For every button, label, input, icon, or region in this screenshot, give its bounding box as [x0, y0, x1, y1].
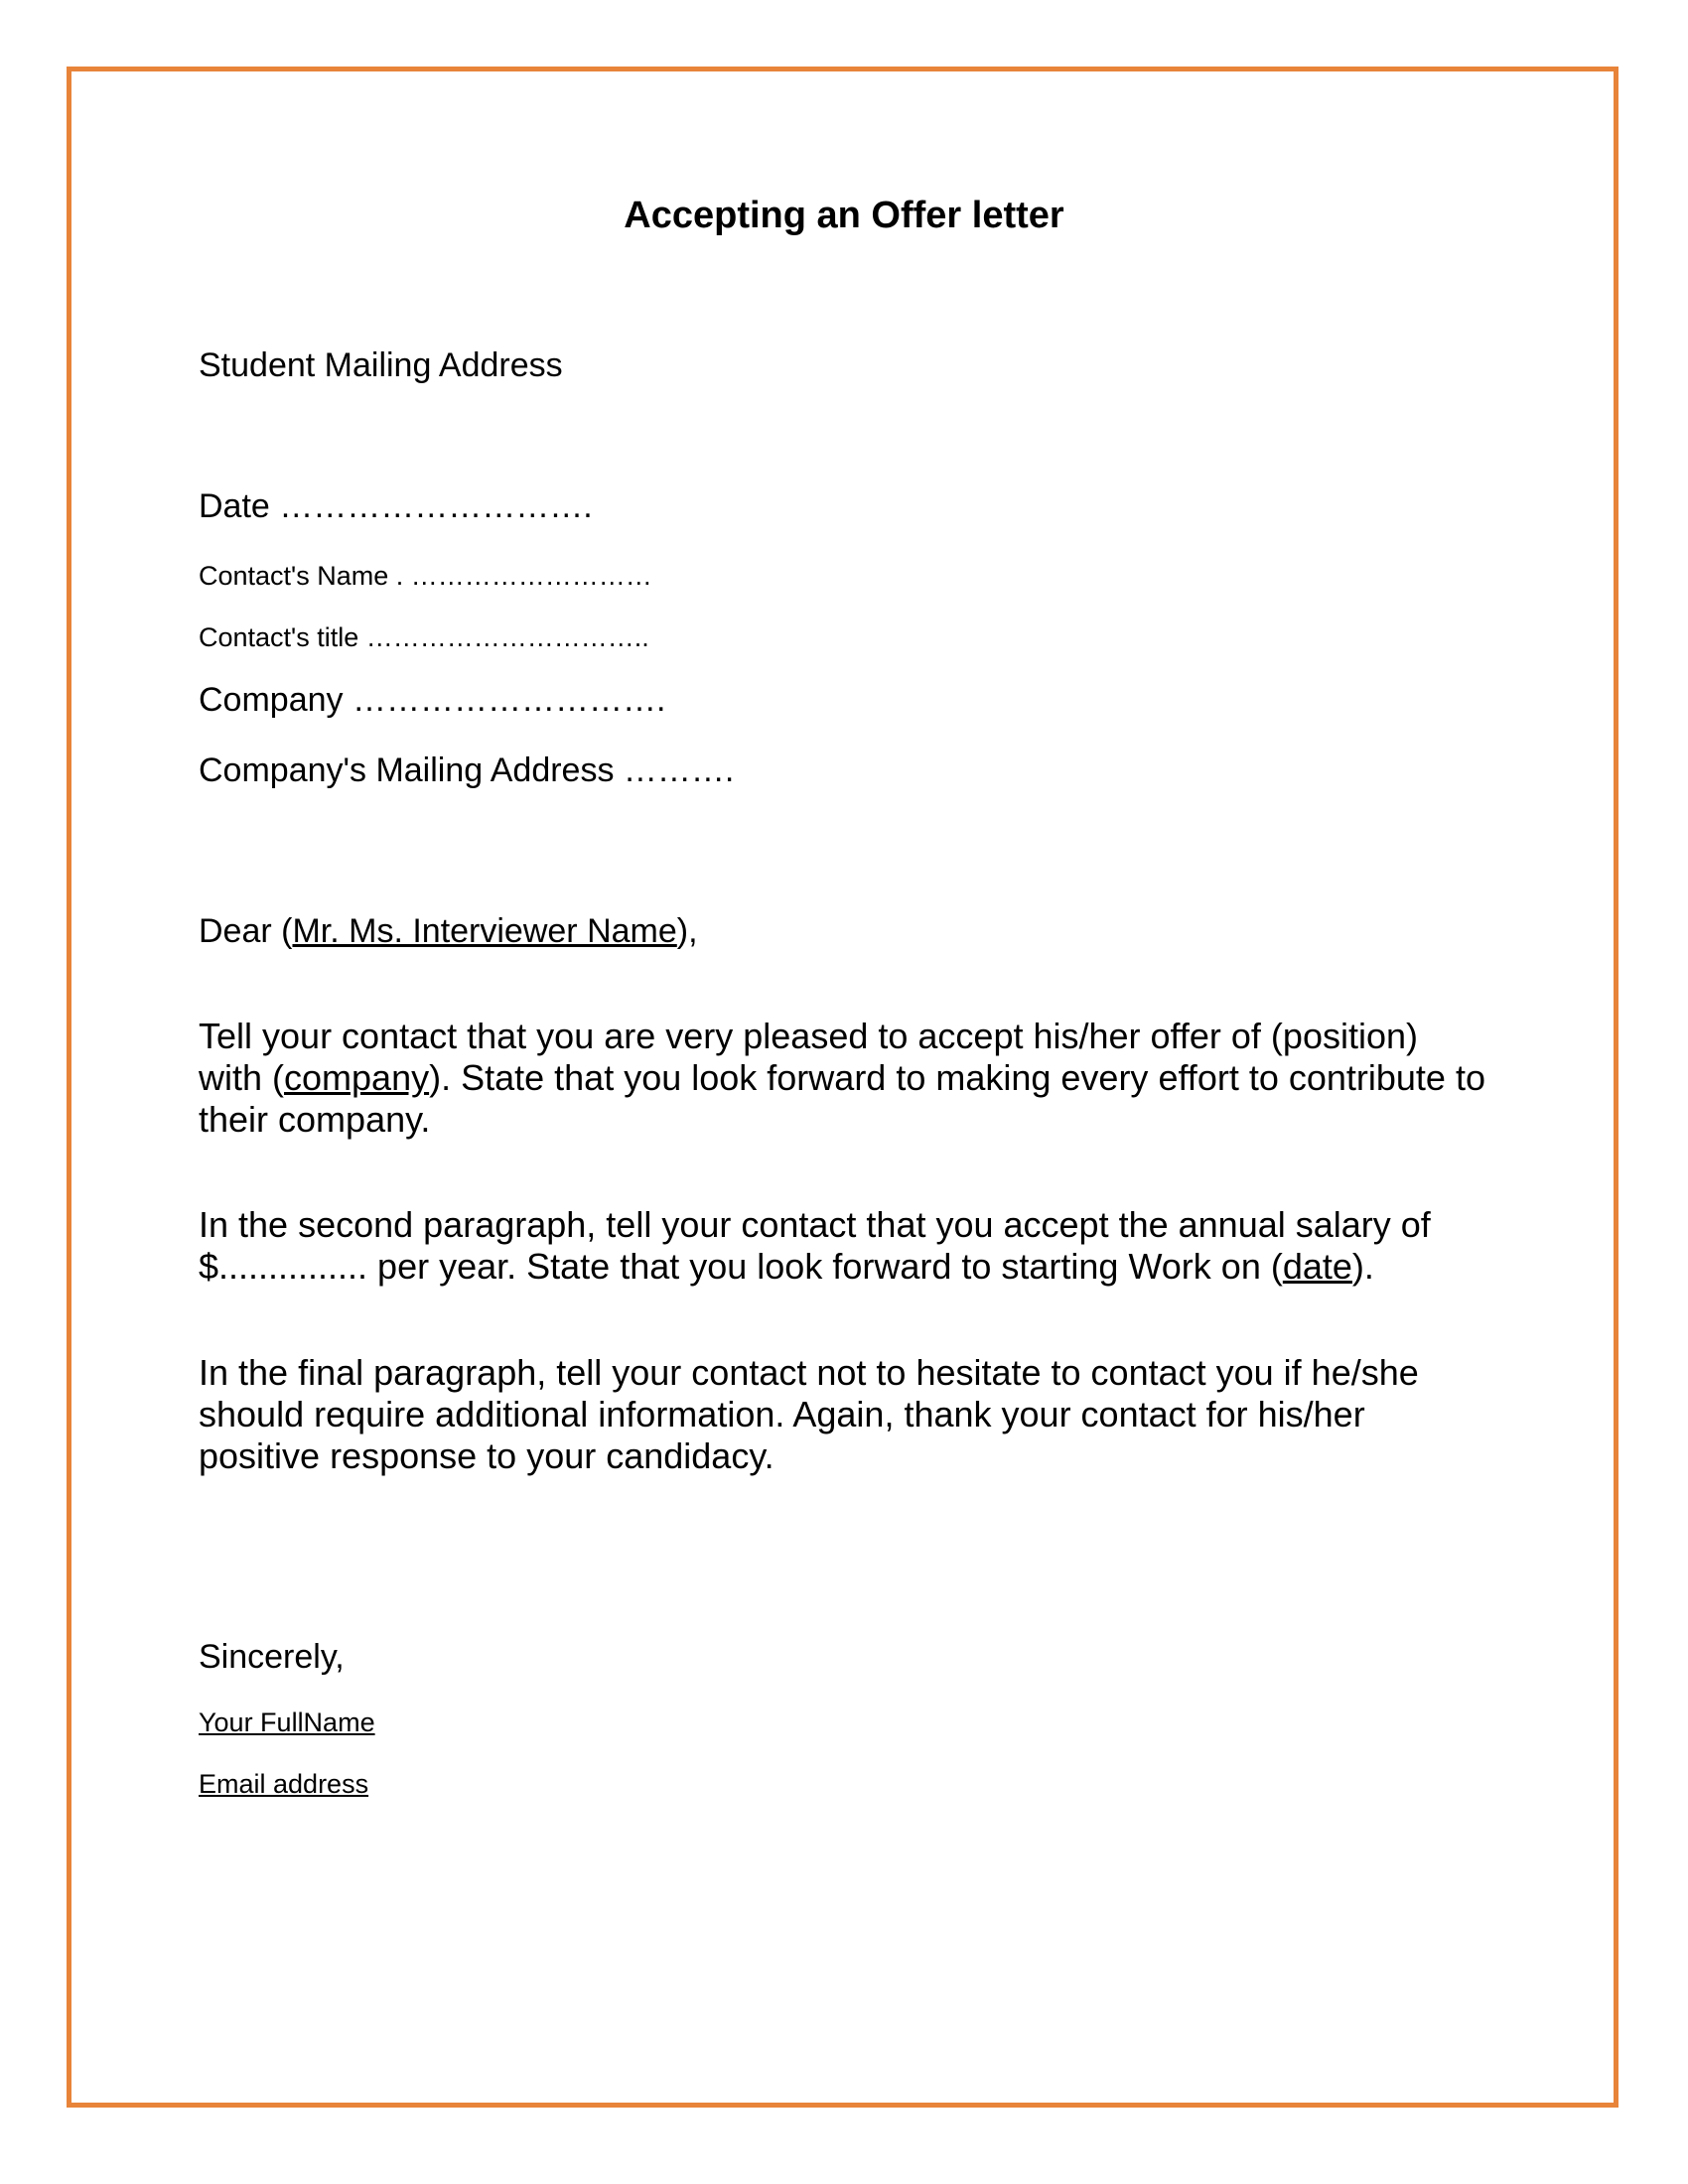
- paragraph-1-part1: Tell your contact that you are very pleased to accept his/her offer of (position) with (: [199, 1016, 1418, 1098]
- interviewer-name: Mr. Ms. Interviewer Name: [292, 912, 677, 950]
- closing: Sincerely,: [199, 1638, 345, 1676]
- salutation-suffix: ),: [676, 912, 698, 950]
- email-address: Email address: [199, 1769, 369, 1799]
- letter-title: Accepting an Offer letter: [624, 195, 1064, 236]
- date-line: Date ……………………….: [199, 487, 593, 525]
- company-mailing-address-line: Company's Mailing Address ……….: [199, 751, 735, 789]
- salutation: [199, 912, 698, 951]
- contact-name-line: Contact's Name . ………………………: [199, 561, 652, 591]
- paragraph-1-part2: ). State that you look forward to making every effort to contribute to their company.: [199, 1057, 1485, 1140]
- paragraph-2-part1: In the second paragraph, tell your contact that you accept the annual salary of $............... per year. State that you look forward to starting Work on (: [199, 1204, 1431, 1287]
- salutation-prefix: Dear (: [199, 912, 293, 950]
- full-name: Your FullName: [199, 1707, 375, 1737]
- paragraph-1-company: company: [284, 1057, 430, 1098]
- paragraph-3: In the final paragraph, tell your contact not to hesitate to contact you if he/she should require additional information. Again, thank your contact for his/her positive response to your candidacy.: [199, 1352, 1419, 1476]
- paragraph-2-part2: ).: [1351, 1246, 1374, 1287]
- student-mailing-address: Student Mailing Address: [199, 346, 563, 384]
- contact-title-line: Contact's title …………………………..: [199, 622, 649, 652]
- paragraph-2: [199, 1204, 1489, 1288]
- paragraph-2-date: date: [1282, 1246, 1352, 1287]
- paragraph-1: [199, 1016, 1489, 1141]
- company-line: Company ……………………….: [199, 681, 666, 719]
